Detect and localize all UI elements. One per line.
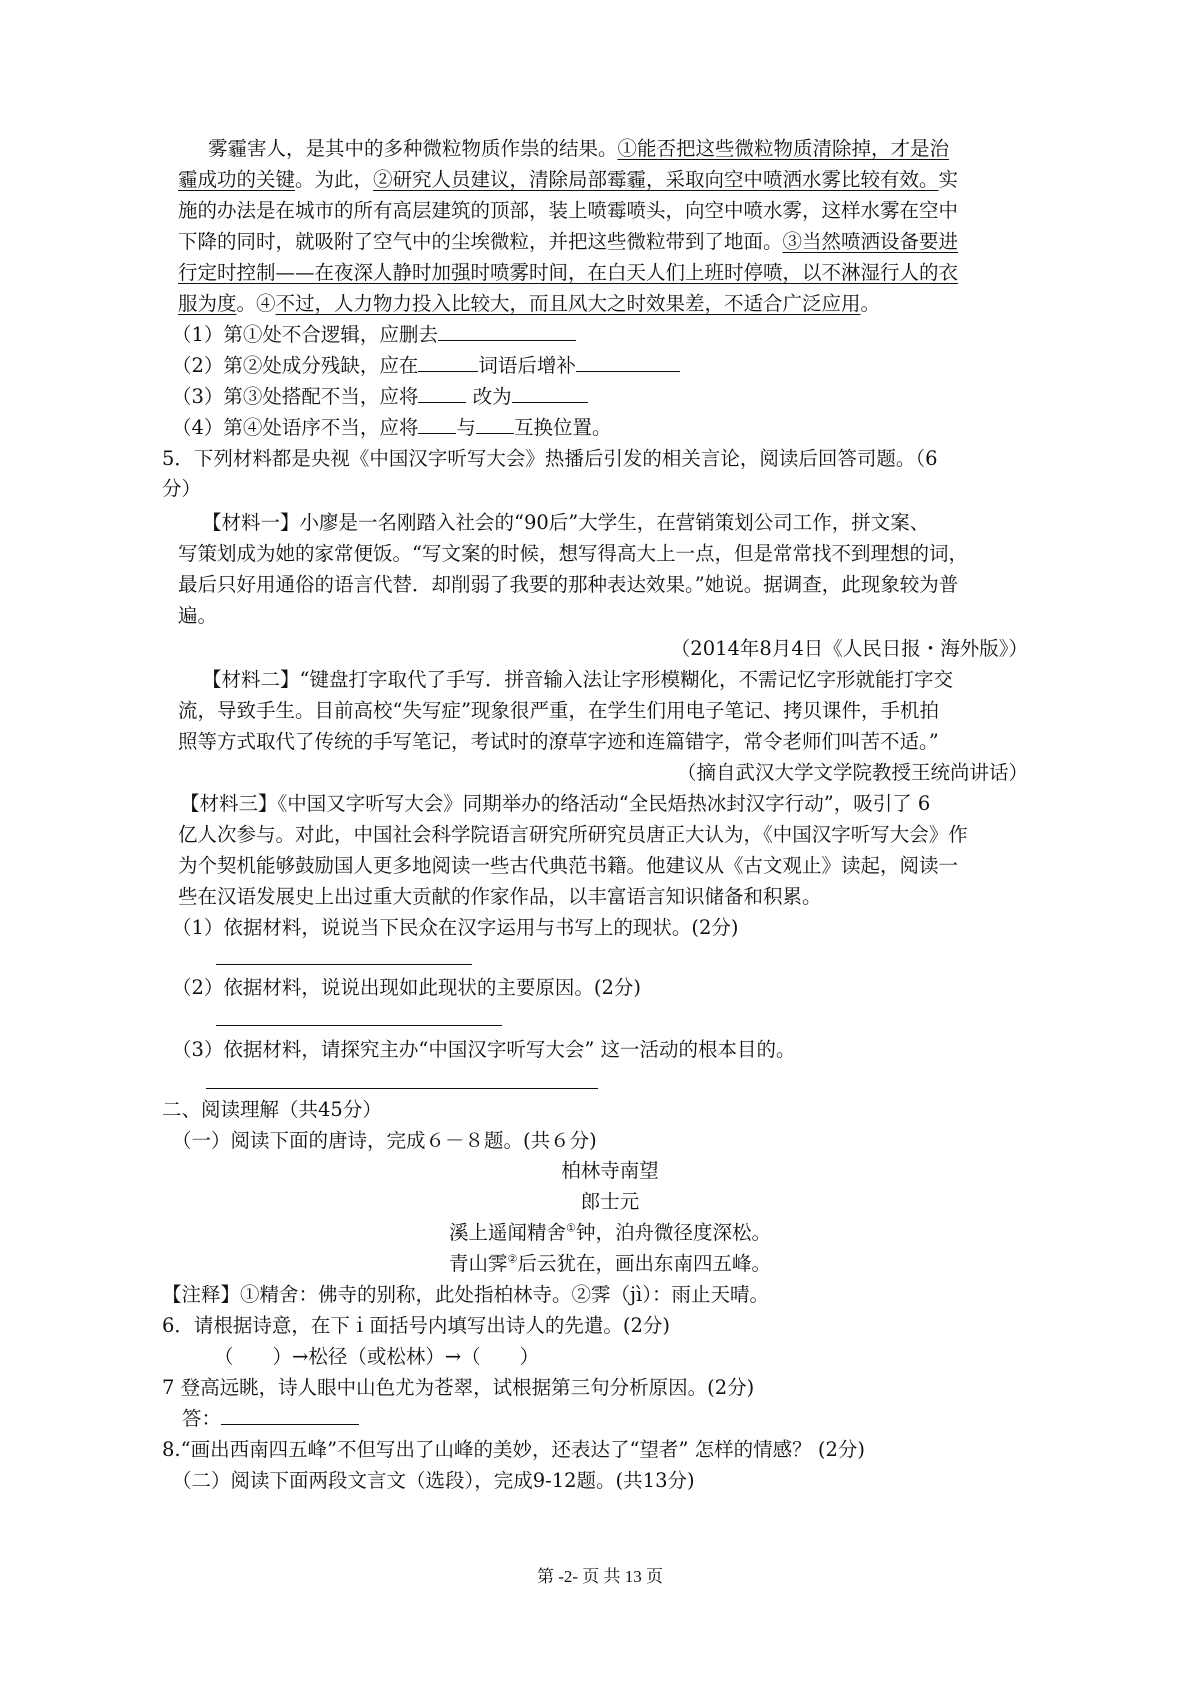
text: 。为此， xyxy=(295,168,374,191)
answer-blank[interactable] xyxy=(221,1406,359,1425)
q7-stem: 7 登高远眺，诗人眼中山色尤为苍翠，试根据第三句分析原因。(2分) xyxy=(162,1376,755,1399)
text: 。 xyxy=(860,292,881,315)
poem-text: 青山霁 xyxy=(449,1252,508,1275)
para1-line5: 行定时控制——在夜深人静时加强时喷雾时间，在白天人们上班时停喷，以不淋湿行人的衣 xyxy=(178,261,959,284)
material2-line2: 流，导致手生。目前高校“失写症”现象很严重，在学生们用电子笔记、拷贝课件，手机拍 xyxy=(178,699,939,722)
underlined-text: ③当然喷洒设备要进 xyxy=(782,230,959,253)
poem-text: 钟，泊舟微径度深松。 xyxy=(575,1221,771,1244)
text: 实 xyxy=(938,168,959,191)
para1-line6 xyxy=(178,291,880,317)
poem-line1 xyxy=(10,1220,1200,1246)
answer-label: 答： xyxy=(182,1407,222,1430)
material3-line2: 亿人次参与。对此，中国社会科学院语言研究所研究员唐正大认为，《中国汉字听写大会》作 xyxy=(178,823,968,846)
q4-item3 xyxy=(172,384,588,410)
underlined-text: ①能否把这些微粒物质清除掉，才是治 xyxy=(617,137,950,160)
para1-line1 xyxy=(208,136,949,162)
footnote-mark: ① xyxy=(566,1221,576,1235)
material3-line3: 为个契机能够鼓励国人更多地阅读一些古代典范书籍。他建议从《古文观止》读起，阅读一 xyxy=(178,854,959,877)
poem-author: 郎士元 xyxy=(580,1190,640,1213)
material1-line4: 遍。 xyxy=(178,604,218,627)
q6-route[interactable]: （ ）→松径（或松林）→（ ） xyxy=(214,1345,540,1368)
page-footer: 第 -2- 页 共 13 页 xyxy=(536,1567,664,1586)
section-title: 二、阅读理解（共45分） xyxy=(162,1098,382,1121)
answer-line[interactable] xyxy=(216,1025,502,1026)
q5-sub3: （3）依据材料，请探究主办“中国汉字听写大会” 这一活动的根本目的。 xyxy=(172,1038,796,1061)
material1-line1: 【材料一】小廖是一名刚踏入社会的“90后”大学生，在营销策划公司工作，拼文案、 xyxy=(202,511,930,534)
q4-item2-text: （2）第②处成分残缺，应在 xyxy=(172,354,419,377)
q4-item1 xyxy=(172,322,576,348)
q5-stem-line2: 分） xyxy=(162,477,202,500)
text: 下降的同时，就吸附了空气中的尘埃微粒，并把这些微粒带到了地面。 xyxy=(178,230,783,253)
para1-line3: 施的办法是在城市的所有高层建筑的顶部，装上喷霉喷头，向空中喷水雾，这样水雾在空中 xyxy=(178,199,959,222)
underlined-text: ②研究人员建议，清除局部霉霾，采取向空中喷洒水雾比较有效。 xyxy=(373,168,939,191)
q4-item4-text2: 与 xyxy=(456,416,476,439)
poem-text: 后云犹在，画出东南四五峰。 xyxy=(517,1252,771,1275)
q8-stem: 8.“画出西南四五峰”不但写出了山峰的美妙，还表达了“望者” 怎样的情感？ (2分) xyxy=(162,1438,866,1461)
q4-item2-text2: 词语后增补 xyxy=(478,354,576,377)
answer-blank[interactable] xyxy=(418,415,456,434)
answer-blank[interactable] xyxy=(418,384,466,403)
q4-item4-text3: 互换位置。 xyxy=(513,416,612,439)
underlined-text: 不过，人力物力投入比较大，而且风大之时效果差，不适合广泛应用 xyxy=(275,292,861,315)
q6-stem: 6．请根据诗意，在下ｉ面括号内填写出诗人的先遣。(2分) xyxy=(162,1314,671,1337)
q5-stem-line1: 5．下列材料都是央视《中国汉字听写大会》热播后引发的相关言论，阅读后回答司题。（6 xyxy=(162,447,938,470)
poem-title: 柏林寺南望 xyxy=(561,1159,659,1182)
poem-text: 溪上遥闻精舍 xyxy=(449,1221,567,1244)
poem-line2 xyxy=(10,1251,1200,1277)
material1-line2: 写策划成为她的家常便饭。“写文案的时候，想写得高大上一点，但是常常找不到理想的词， xyxy=(178,542,968,565)
part2-heading: （二）阅读下面两段文言文（选段），完成9-12题。(共13分) xyxy=(172,1469,695,1492)
answer-blank[interactable] xyxy=(576,353,680,372)
q7-answer xyxy=(182,1406,359,1432)
material2-line1: 【材料二】“键盘打字取代了手写．拼音输入法让字形模糊化，不需记忆字形就能打字交 xyxy=(202,668,953,691)
answer-blank[interactable] xyxy=(512,384,588,403)
footnote-mark: ② xyxy=(507,1252,518,1266)
q4-item3-text2: 改为 xyxy=(466,385,512,408)
answer-blank[interactable] xyxy=(476,415,514,434)
part1-heading: （一）阅读下面的唐诗，完成６－８题。(共６分) xyxy=(172,1129,597,1152)
q5-sub1: （1）依据材料，说说当下民众在汉字运用与书写上的现状。(2分) xyxy=(172,916,739,939)
answer-line[interactable] xyxy=(216,964,472,965)
q4-item2 xyxy=(172,353,680,379)
para1-line2 xyxy=(178,167,958,193)
answer-line[interactable] xyxy=(206,1088,598,1089)
material1-source: （2014年8月4日《人民日报・海外版》） xyxy=(670,637,1028,660)
material1-line3: 最后只好用通俗的语言代替．却削弱了我要的那种表达效果。”她说。据调查，此现象较为普 xyxy=(178,573,959,596)
q4-item3-text: （3）第③处搭配不当，应将 xyxy=(172,385,419,408)
underlined-text: 霾成功的关键 xyxy=(178,168,296,191)
material3-line4: 些在汉语发展史上出过重大贡献的作家作品，以丰富语言知识储备和积累。 xyxy=(178,885,822,908)
answer-blank[interactable] xyxy=(438,322,576,341)
para1-line4 xyxy=(178,229,958,255)
answer-blank[interactable] xyxy=(418,353,478,372)
poem-notes: 【注释】①精舍：佛寺的别称，此处指柏林寺。②霁（jì）：雨止天晴。 xyxy=(162,1283,770,1306)
q4-item1-text: （1）第①处不合逻辑，应删去 xyxy=(172,323,438,346)
q4-item4-text: （4）第④处语序不当，应将 xyxy=(172,416,419,439)
q5-sub2: （2）依据材料，说说出现如此现状的主要原因。(2分) xyxy=(172,976,642,999)
material2-line3: 照等方式取代了传统的手写笔记，考试时的潦草字迹和连篇错字，常令老师们叫苦不适。” xyxy=(178,730,939,753)
text: 雾霾害人，是其中的多种微粒物质作祟的结果。 xyxy=(208,137,618,160)
material3-line1: 【材料三】《中国又字听写大会》同期举办的络活动“全民焐热冰封汉字行动”，吸引了 6 xyxy=(180,792,931,815)
text: 。④ xyxy=(236,292,276,315)
underlined-text: 服为度 xyxy=(178,292,237,315)
q4-item4 xyxy=(172,415,611,441)
material2-source: （摘自武汉大学文学院教授王统尚讲话） xyxy=(676,761,1028,784)
